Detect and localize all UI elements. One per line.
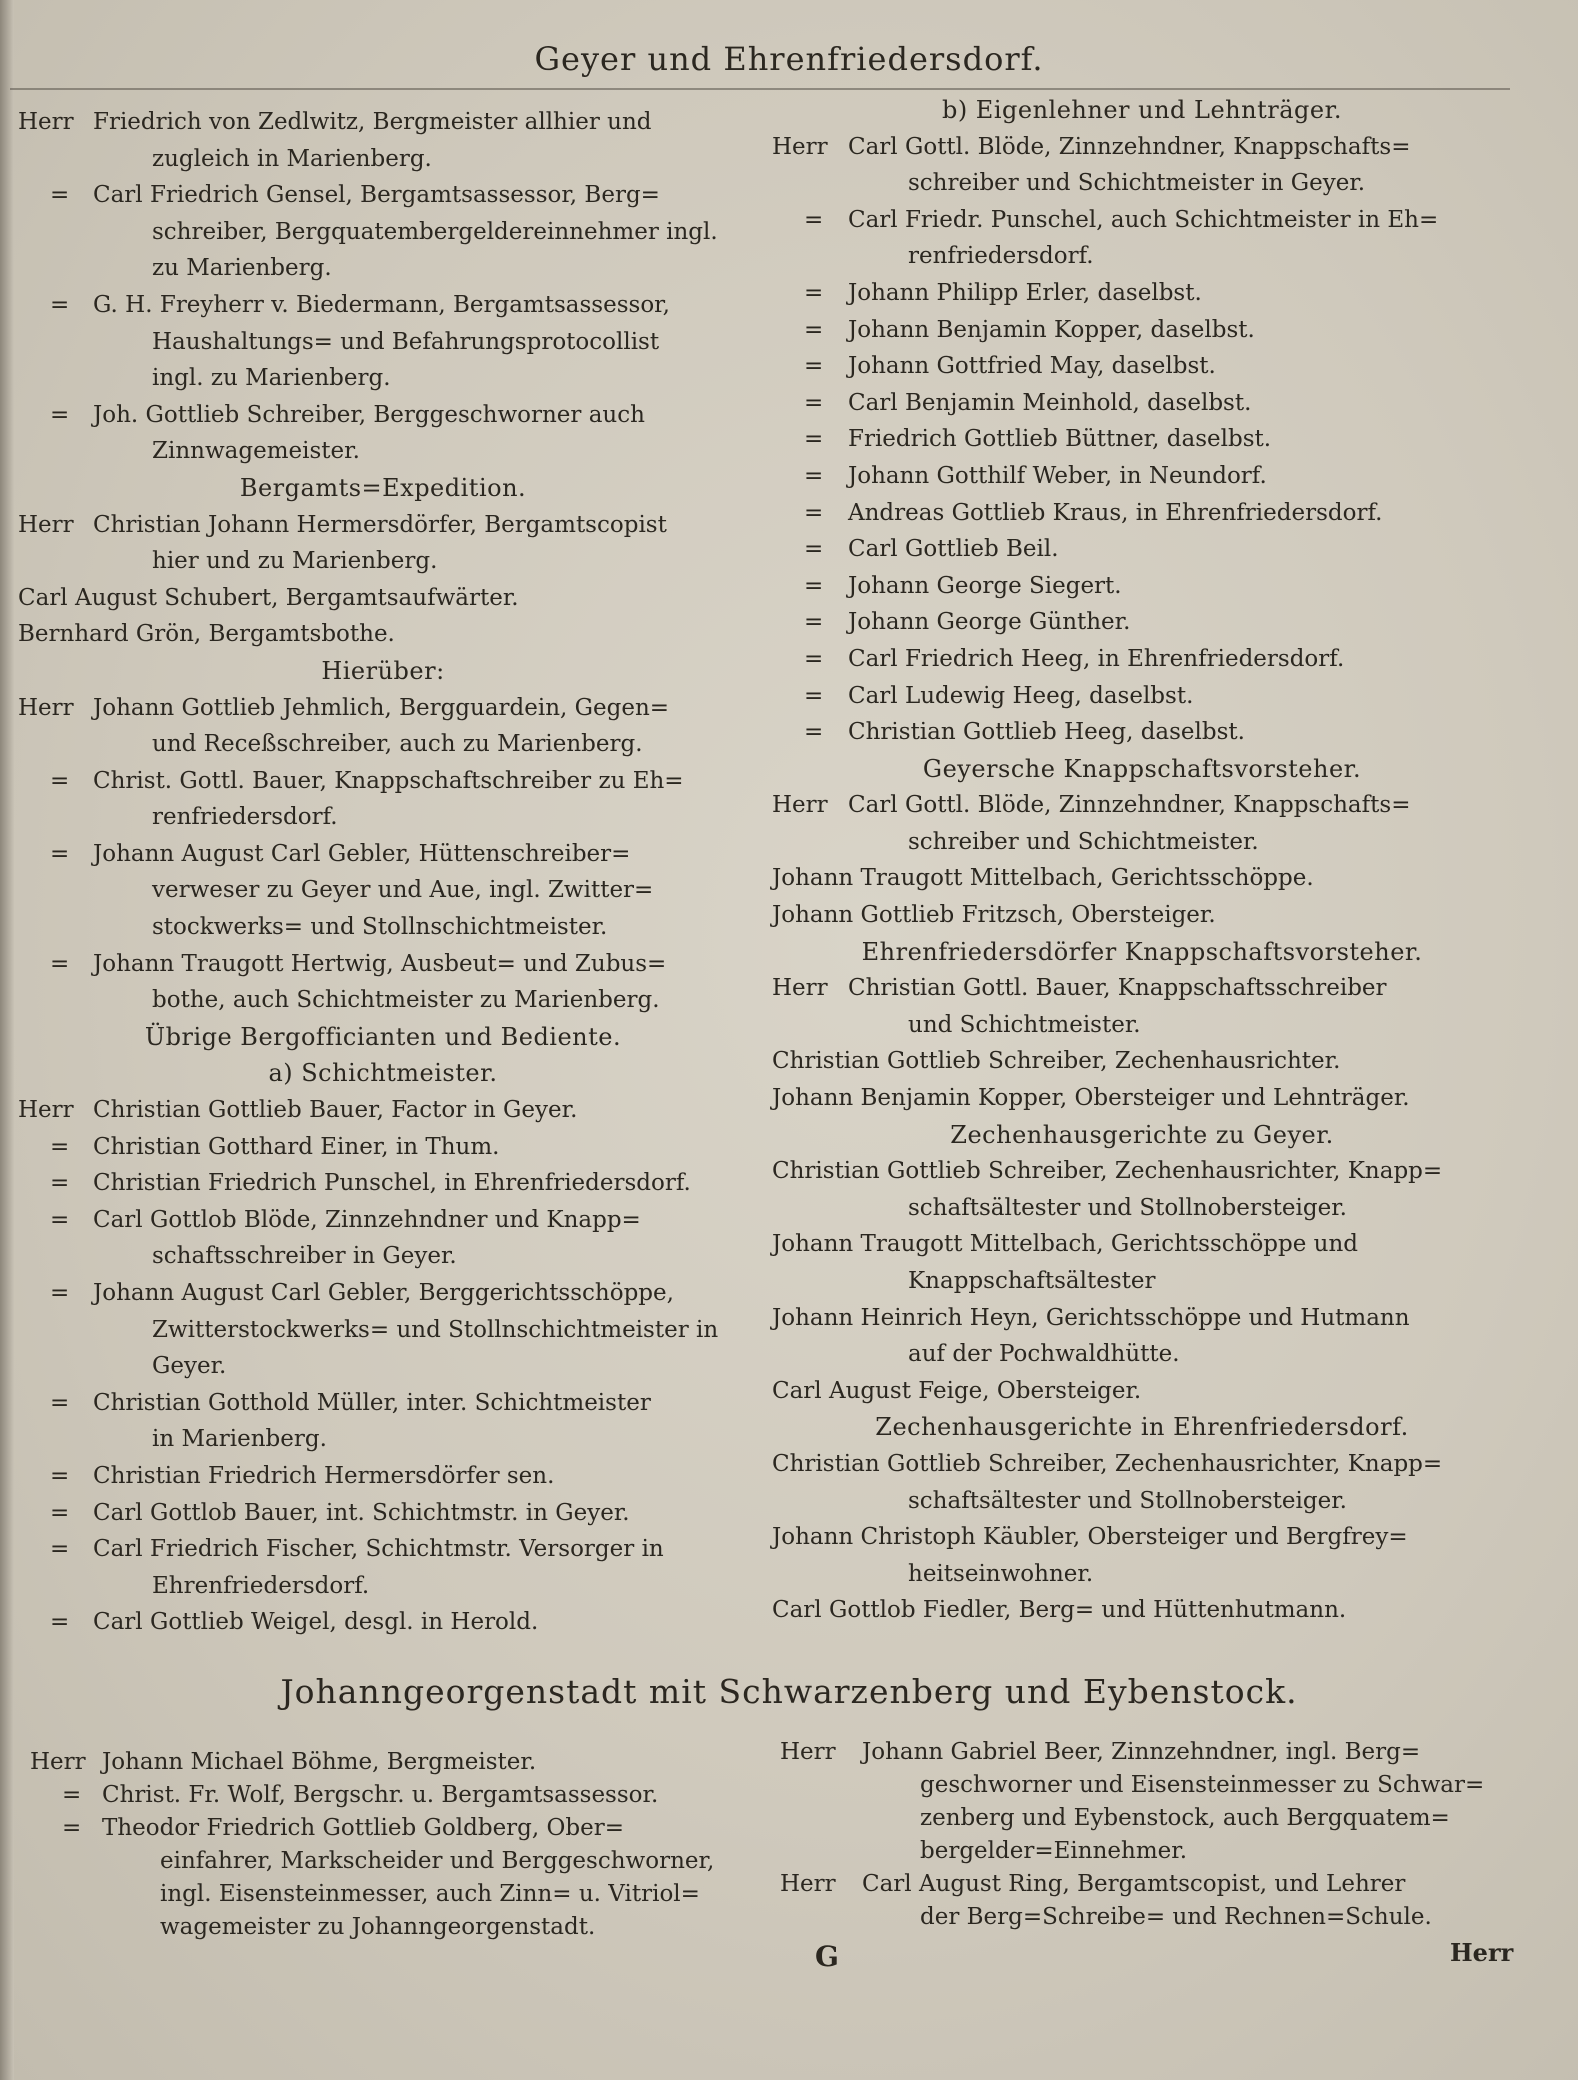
entry-line bbox=[772, 202, 1512, 239]
entry-continuation-line bbox=[780, 1802, 1510, 1835]
entry-line bbox=[772, 714, 1512, 751]
list-entry bbox=[772, 312, 1512, 349]
entry-line bbox=[772, 495, 1512, 532]
list-entry bbox=[772, 458, 1512, 495]
list-entry bbox=[18, 1092, 748, 1129]
entry-text: Christian Friedrich Punschel, in Ehrenfriedersdorf. bbox=[93, 1170, 691, 1197]
signature-mark: G bbox=[815, 1940, 839, 1973]
entry-continuation-line bbox=[18, 433, 748, 470]
entry-text: Haushaltungs= und Befahrungsprotocollist bbox=[152, 328, 660, 355]
entry-text: ingl. Eisensteinmesser, auch Zinn= u. Vitriol= bbox=[160, 1881, 700, 1907]
entry-continuation-line bbox=[780, 1835, 1510, 1868]
entry-text: Johann August Carl Gebler, Berggerichtsschöppe, bbox=[93, 1280, 674, 1306]
list-entry bbox=[780, 1868, 1510, 1934]
entry-continuation-line bbox=[18, 543, 748, 580]
section2-left-column bbox=[30, 1746, 750, 1944]
entry-text: schreiber und Schichtmeister in Geyer. bbox=[908, 170, 1366, 197]
entry-text: Carl Ludewig Heeg, daselbst. bbox=[848, 682, 1194, 709]
list-entry bbox=[772, 787, 1512, 860]
entry-text: Christ. Fr. Wolf, Bergschr. u. Bergamtsassessor. bbox=[102, 1782, 659, 1808]
section-heading: Zechenhausgerichte zu Geyer. bbox=[950, 1120, 1334, 1149]
entry-text: Johann Gottfried May, daselbst. bbox=[848, 353, 1216, 380]
entry-continuation-line bbox=[772, 165, 1512, 202]
entry-text: Johann Michael Böhme, Bergmeister. bbox=[102, 1749, 537, 1775]
entry-text: ingl. zu Marienberg. bbox=[152, 365, 391, 392]
list-entry bbox=[772, 714, 1512, 751]
entry-prefix: = bbox=[804, 353, 824, 380]
entry-line bbox=[18, 763, 748, 800]
entry-line bbox=[772, 348, 1512, 385]
entry-line bbox=[18, 616, 748, 653]
entry-line bbox=[18, 1495, 748, 1532]
entry-text: Carl Friedr. Punschel, auch Schichtmeister in Eh= bbox=[848, 206, 1439, 233]
list-entry bbox=[772, 897, 1512, 934]
entry-continuation-line bbox=[772, 1190, 1512, 1227]
entry-continuation-line bbox=[772, 1483, 1512, 1520]
entry-text: Johann Benjamin Kopper, Obersteiger und Lehnträger. bbox=[772, 1085, 1410, 1112]
entry-text: Christian Gottlieb Bauer, Factor in Geyer. bbox=[93, 1097, 578, 1124]
list-entry bbox=[18, 1275, 748, 1385]
entry-text: Johann Gabriel Beer, Zinnzehndner, ingl. Berg= bbox=[862, 1739, 1421, 1765]
entry-line bbox=[772, 787, 1512, 824]
entry-continuation-line bbox=[18, 324, 748, 361]
entry-line bbox=[772, 275, 1512, 312]
entry-line bbox=[18, 1458, 748, 1495]
entry-line bbox=[18, 580, 748, 617]
entry-line bbox=[30, 1812, 750, 1845]
left-column bbox=[18, 104, 748, 1641]
entry-prefix: = bbox=[804, 279, 824, 306]
list-entry bbox=[772, 1043, 1512, 1080]
entry-text: Geyer. bbox=[152, 1353, 227, 1380]
section-heading: Geyersche Knappschaftsvorsteher. bbox=[922, 754, 1362, 783]
entry-line bbox=[18, 397, 748, 434]
entry-prefix: = bbox=[804, 645, 824, 672]
entry-text: Christian Gottl. Bauer, Knappschaftsschreiber bbox=[848, 975, 1387, 1002]
section-heading: b) Eigenlehner und Lehnträger. bbox=[941, 96, 1343, 124]
entry-continuation-line bbox=[18, 250, 748, 287]
entry-text: G. H. Freyherr v. Biedermann, Bergamtsassessor, bbox=[93, 291, 670, 318]
list-entry bbox=[18, 104, 748, 177]
entry-prefix: Herr bbox=[18, 109, 74, 135]
entry-text: zu Marienberg. bbox=[152, 255, 332, 282]
entry-text: Carl Benjamin Meinhold, daselbst. bbox=[848, 389, 1252, 416]
entry-prefix: = bbox=[804, 609, 824, 636]
entry-line bbox=[30, 1779, 750, 1812]
right-column bbox=[772, 92, 1512, 1629]
entry-prefix: = bbox=[50, 401, 70, 428]
entry-text: Johann Traugott Hertwig, Ausbeut= und Zubus= bbox=[93, 950, 667, 977]
entry-text: Johann Heinrich Heyn, Gerichtsschöppe und Hutmann bbox=[772, 1304, 1410, 1331]
list-entry bbox=[30, 1812, 750, 1944]
entry-text: schaftsschreiber in Geyer. bbox=[152, 1243, 457, 1270]
entry-prefix: Herr bbox=[772, 133, 828, 160]
entry-prefix: Herr bbox=[18, 694, 74, 721]
entry-continuation-line bbox=[772, 1263, 1512, 1300]
entry-text: Christian Gottlieb Schreiber, Zechenhausrichter. bbox=[772, 1048, 1341, 1075]
entry-line bbox=[772, 531, 1512, 568]
entry-line bbox=[18, 1165, 748, 1202]
entry-line bbox=[18, 104, 748, 141]
entry-line bbox=[780, 1736, 1510, 1769]
entry-line bbox=[772, 129, 1512, 166]
section-heading: a) Schichtmeister. bbox=[268, 1059, 498, 1088]
entry-line bbox=[772, 1519, 1512, 1556]
entry-text: Johann Gotthilf Weber, in Neundorf. bbox=[848, 462, 1267, 489]
entry-text: Carl Gottlob Fiedler, Berg= und Hüttenhutmann. bbox=[772, 1597, 1347, 1624]
entry-line bbox=[772, 1226, 1512, 1263]
list-entry bbox=[772, 604, 1512, 641]
entry-line bbox=[772, 1446, 1512, 1483]
list-entry bbox=[18, 1202, 748, 1275]
entry-line bbox=[18, 1385, 748, 1422]
list-entry bbox=[18, 287, 748, 397]
list-entry bbox=[772, 385, 1512, 422]
list-entry bbox=[18, 397, 748, 470]
entry-text: Carl Friedrich Heeg, in Ehrenfriedersdorf. bbox=[848, 645, 1345, 672]
entry-line bbox=[772, 641, 1512, 678]
section-heading: Hierüber: bbox=[321, 656, 445, 685]
entry-text: Johann George Siegert. bbox=[848, 572, 1122, 599]
entry-prefix: = bbox=[50, 950, 70, 977]
entry-line bbox=[772, 1080, 1512, 1117]
entry-text: Joh. Gottlieb Schreiber, Berggeschworner auch bbox=[93, 401, 645, 428]
entry-text: und Schichtmeister. bbox=[908, 1011, 1141, 1038]
list-entry bbox=[772, 129, 1512, 202]
entry-continuation-line bbox=[18, 909, 748, 946]
entry-line bbox=[772, 860, 1512, 897]
list-entry bbox=[780, 1736, 1510, 1868]
entry-line bbox=[18, 1604, 748, 1641]
entry-prefix: = bbox=[804, 572, 824, 599]
entry-prefix: = bbox=[50, 1206, 70, 1233]
list-entry bbox=[772, 495, 1512, 532]
entry-continuation-line bbox=[772, 824, 1512, 861]
entry-text: Christian Gotthard Einer, in Thum. bbox=[93, 1133, 500, 1160]
entry-continuation-line bbox=[30, 1911, 750, 1944]
entry-prefix: = bbox=[50, 840, 70, 867]
entry-text: auf der Pochwaldhütte. bbox=[908, 1341, 1180, 1368]
entry-prefix: Herr bbox=[772, 792, 828, 819]
entry-continuation-line bbox=[18, 982, 748, 1019]
list-entry bbox=[772, 421, 1512, 458]
list-entry bbox=[772, 1226, 1512, 1299]
entry-text: schreiber, Bergquatembergeldereinnehmer ingl. bbox=[152, 218, 718, 245]
entry-text: verweser zu Geyer und Aue, ingl. Zwitter= bbox=[152, 877, 654, 904]
entry-continuation-line bbox=[772, 1556, 1512, 1593]
entry-text: Carl Friedrich Gensel, Bergamtsassessor, Berg= bbox=[93, 182, 660, 209]
entry-text: geschworner und Eisensteinmesser zu Schwar= bbox=[920, 1772, 1485, 1798]
entry-text: Christ. Gottl. Bauer, Knappschaftschreiber zu Eh= bbox=[93, 767, 684, 794]
entry-continuation-line bbox=[18, 1421, 748, 1458]
entry-line bbox=[772, 1592, 1512, 1629]
entry-prefix: = bbox=[804, 316, 824, 343]
entry-text: Christian Gottlieb Schreiber, Zechenhausrichter, Knapp= bbox=[772, 1158, 1443, 1185]
list-entry bbox=[772, 1080, 1512, 1117]
entry-text: hier und zu Marienberg. bbox=[152, 548, 438, 575]
list-entry bbox=[30, 1779, 750, 1812]
entry-text: Johann August Carl Gebler, Hüttenschreiber= bbox=[93, 840, 631, 867]
entry-prefix: = bbox=[50, 1462, 70, 1489]
entry-prefix: = bbox=[804, 389, 824, 416]
entry-continuation-line bbox=[780, 1769, 1510, 1802]
entry-text: Carl August Ring, Bergamtscopist, und Lehrer bbox=[862, 1871, 1406, 1897]
list-entry bbox=[772, 1300, 1512, 1373]
list-entry bbox=[772, 970, 1512, 1043]
entry-text: zenberg und Eybenstock, auch Bergquatem= bbox=[920, 1805, 1450, 1831]
list-entry bbox=[772, 678, 1512, 715]
page-edge bbox=[0, 0, 14, 2080]
entry-line bbox=[18, 177, 748, 214]
entry-line bbox=[30, 1746, 750, 1779]
entry-text: Johann Gottlieb Jehmlich, Bergguardein, Gegen= bbox=[93, 694, 670, 721]
entry-prefix: = bbox=[50, 1609, 70, 1636]
entry-line bbox=[772, 604, 1512, 641]
entry-line bbox=[18, 1275, 748, 1312]
section-heading: Ehrenfriedersdörfer Knappschaftsvorsteher. bbox=[861, 937, 1423, 966]
entry-text: Johann George Günther. bbox=[848, 609, 1131, 636]
entry-text: Ehrenfriedersdorf. bbox=[152, 1572, 370, 1599]
section-heading: Bergamts=Expedition. bbox=[239, 473, 527, 502]
section-heading: Zechenhausgerichte in Ehrenfriedersdorf. bbox=[875, 1413, 1409, 1442]
entry-text: renfriedersdorf. bbox=[152, 804, 338, 831]
entry-text: einfahrer, Markscheider und Berggeschworner, bbox=[160, 1848, 715, 1874]
entry-text: Carl Gottl. Blöde, Zinnzehndner, Knappschafts= bbox=[848, 792, 1411, 819]
entry-continuation-line bbox=[18, 799, 748, 836]
list-entry bbox=[772, 531, 1512, 568]
entry-text: Carl Gottlieb Weigel, desgl. in Herold. bbox=[93, 1609, 539, 1636]
entry-line bbox=[18, 946, 748, 983]
page-title: Geyer und Ehrenfriedersdorf. bbox=[534, 40, 1044, 78]
entry-text: Christian Gottlieb Heeg, daselbst. bbox=[848, 719, 1245, 746]
entry-continuation-line bbox=[18, 360, 748, 397]
entry-prefix: Herr bbox=[30, 1749, 86, 1775]
list-entry bbox=[772, 275, 1512, 312]
section-title: Johanngeorgenstadt mit Schwarzenberg und Eybenstock. bbox=[280, 1672, 1298, 1711]
entry-text: Carl August Schubert, Bergamtsaufwärter. bbox=[18, 584, 519, 611]
entry-text: in Marienberg. bbox=[152, 1426, 327, 1453]
entry-line bbox=[772, 1153, 1512, 1190]
entry-text: Andreas Gottlieb Kraus, in Ehrenfriedersdorf. bbox=[848, 499, 1383, 526]
entry-prefix: = bbox=[50, 1170, 70, 1197]
entry-prefix: = bbox=[50, 291, 70, 318]
entry-text: Johann Traugott Mittelbach, Gerichtsschöppe. bbox=[772, 865, 1314, 892]
header-rule bbox=[10, 88, 1510, 90]
list-entry bbox=[18, 690, 748, 763]
entry-prefix: = bbox=[804, 499, 824, 526]
entry-prefix: Herr bbox=[780, 1739, 836, 1765]
entry-text: schaftsältester und Stollnobersteiger. bbox=[908, 1487, 1347, 1514]
entry-line bbox=[18, 507, 748, 544]
entry-line bbox=[772, 970, 1512, 1007]
entry-text: Zwitterstockwerks= und Stollnschichtmeister in bbox=[152, 1316, 719, 1343]
entry-line bbox=[772, 897, 1512, 934]
list-entry bbox=[772, 1592, 1512, 1629]
entry-text: Christian Friedrich Hermersdörfer sen. bbox=[93, 1462, 555, 1489]
list-entry bbox=[772, 1519, 1512, 1592]
entry-continuation-line bbox=[18, 1312, 748, 1349]
catchword: Herr bbox=[1450, 1938, 1514, 1967]
entry-line bbox=[18, 690, 748, 727]
entry-text: stockwerks= und Stollnschichtmeister. bbox=[152, 914, 608, 941]
entry-line bbox=[18, 1129, 748, 1166]
entry-text: Friedrich von Zedlwitz, Bergmeister allhier und bbox=[93, 109, 652, 135]
entry-prefix: = bbox=[50, 767, 70, 794]
list-entry bbox=[772, 348, 1512, 385]
list-entry bbox=[772, 202, 1512, 275]
entry-continuation-line bbox=[18, 872, 748, 909]
entry-text: Christian Johann Hermersdörfer, Bergamtscopist bbox=[93, 511, 667, 538]
list-entry bbox=[18, 1165, 748, 1202]
entry-prefix: = bbox=[50, 1536, 70, 1563]
list-entry bbox=[772, 641, 1512, 678]
entry-continuation-line bbox=[18, 1238, 748, 1275]
entry-text: Johann Christoph Käubler, Obersteiger und Bergfrey= bbox=[772, 1524, 1408, 1551]
entry-continuation-line bbox=[30, 1845, 750, 1878]
entry-prefix: = bbox=[50, 1389, 70, 1416]
entry-text: schaftsältester und Stollnobersteiger. bbox=[908, 1194, 1347, 1221]
entry-prefix: = bbox=[804, 206, 824, 233]
list-entry bbox=[18, 1604, 748, 1641]
entry-text: bergelder=Einnehmer. bbox=[920, 1838, 1188, 1864]
entry-prefix: = bbox=[50, 1280, 70, 1306]
entry-continuation-line bbox=[772, 238, 1512, 275]
entry-text: Zinnwagemeister. bbox=[152, 438, 360, 465]
entry-prefix: = bbox=[804, 682, 824, 709]
entry-continuation-line bbox=[780, 1901, 1510, 1934]
entry-prefix: = bbox=[50, 182, 70, 209]
list-entry bbox=[18, 616, 748, 653]
entry-line bbox=[18, 1092, 748, 1129]
entry-prefix: = bbox=[62, 1815, 82, 1841]
entry-text: wagemeister zu Johanngeorgenstadt. bbox=[160, 1914, 596, 1940]
entry-line bbox=[18, 287, 748, 324]
entry-continuation-line bbox=[772, 1336, 1512, 1373]
entry-text: Knappschaftsältester bbox=[908, 1268, 1156, 1294]
entry-prefix: = bbox=[804, 536, 824, 563]
entry-text: schreiber und Schichtmeister. bbox=[908, 828, 1259, 855]
entry-text: Carl Gottlob Blöde, Zinnzehndner und Knapp= bbox=[93, 1206, 641, 1233]
list-entry bbox=[18, 946, 748, 1019]
entry-prefix: = bbox=[50, 1499, 70, 1526]
entry-prefix: = bbox=[804, 719, 824, 746]
entry-line bbox=[772, 312, 1512, 349]
entry-prefix: = bbox=[62, 1782, 82, 1808]
entry-continuation-line bbox=[30, 1878, 750, 1911]
entry-line bbox=[780, 1868, 1510, 1901]
entry-text: und Receßschreiber, auch zu Marienberg. bbox=[152, 731, 643, 758]
entry-line bbox=[772, 1300, 1512, 1337]
entry-text: Johann Philipp Erler, daselbst. bbox=[848, 279, 1202, 306]
section2-right-column bbox=[780, 1736, 1510, 1934]
entry-text: Johann Gottlieb Fritzsch, Obersteiger. bbox=[772, 902, 1216, 929]
entry-text: renfriedersdorf. bbox=[908, 243, 1094, 270]
entry-continuation-line bbox=[18, 1348, 748, 1385]
entry-text: Carl Gottlieb Beil. bbox=[848, 536, 1059, 563]
list-entry bbox=[772, 568, 1512, 605]
entry-prefix: = bbox=[50, 1133, 70, 1160]
entry-continuation-line bbox=[18, 1568, 748, 1605]
list-entry bbox=[18, 1531, 748, 1604]
entry-line bbox=[772, 458, 1512, 495]
entry-line bbox=[772, 568, 1512, 605]
entry-text: der Berg=Schreibe= und Rechnen=Schule. bbox=[920, 1904, 1432, 1930]
entry-prefix: = bbox=[804, 426, 824, 453]
list-entry bbox=[18, 1385, 748, 1458]
entry-text: Christian Gotthold Müller, inter. Schichtmeister bbox=[93, 1389, 651, 1416]
entry-prefix: Herr bbox=[18, 1097, 74, 1124]
entry-prefix: Herr bbox=[780, 1871, 836, 1897]
entry-text: Theodor Friedrich Gottlieb Goldberg, Ober= bbox=[102, 1815, 624, 1841]
list-entry bbox=[772, 1373, 1512, 1410]
list-entry bbox=[18, 1129, 748, 1166]
entry-prefix: Herr bbox=[772, 975, 828, 1002]
entry-text: heitseinwohner. bbox=[908, 1560, 1094, 1587]
entry-text: Carl Friedrich Fischer, Schichtmstr. Versorger in bbox=[93, 1536, 664, 1563]
entry-line bbox=[772, 678, 1512, 715]
entry-line bbox=[18, 836, 748, 873]
entry-continuation-line bbox=[772, 1007, 1512, 1044]
entry-continuation-line bbox=[18, 726, 748, 763]
entry-prefix: = bbox=[804, 462, 824, 489]
list-entry bbox=[18, 763, 748, 836]
entry-text: Carl August Feige, Obersteiger. bbox=[772, 1377, 1142, 1404]
entry-text: Carl Gottlob Bauer, int. Schichtmstr. in Geyer. bbox=[93, 1499, 630, 1526]
list-entry bbox=[18, 1458, 748, 1495]
list-entry bbox=[772, 1153, 1512, 1226]
entry-text: zugleich in Marienberg. bbox=[152, 145, 432, 172]
entry-text: Johann Benjamin Kopper, daselbst. bbox=[848, 316, 1255, 343]
entry-line bbox=[772, 1373, 1512, 1410]
section-heading: Übrige Bergofficianten und Bediente. bbox=[144, 1022, 622, 1051]
entry-prefix: Herr bbox=[18, 511, 74, 538]
entry-text: Carl Gottl. Blöde, Zinnzehndner, Knappschafts= bbox=[848, 133, 1411, 160]
entry-text: Christian Gottlieb Schreiber, Zechenhausrichter, Knapp= bbox=[772, 1450, 1443, 1477]
entry-line bbox=[772, 421, 1512, 458]
list-entry bbox=[18, 836, 748, 946]
entry-text: Bernhard Grön, Bergamtsbothe. bbox=[18, 621, 395, 648]
list-entry bbox=[18, 177, 748, 287]
list-entry bbox=[18, 507, 748, 580]
list-entry bbox=[772, 1446, 1512, 1519]
list-entry bbox=[18, 1495, 748, 1532]
list-entry bbox=[30, 1746, 750, 1779]
entry-line bbox=[772, 1043, 1512, 1080]
entry-line bbox=[18, 1531, 748, 1568]
list-entry bbox=[18, 580, 748, 617]
list-entry bbox=[772, 860, 1512, 897]
entry-text: Johann Traugott Mittelbach, Gerichtsschöppe und bbox=[772, 1231, 1359, 1258]
entry-continuation-line bbox=[18, 141, 748, 178]
entry-line bbox=[772, 385, 1512, 422]
entry-line bbox=[18, 1202, 748, 1239]
entry-text: Friedrich Gottlieb Büttner, daselbst. bbox=[848, 426, 1272, 453]
entry-continuation-line bbox=[18, 214, 748, 251]
entry-text: bothe, auch Schichtmeister zu Marienberg. bbox=[152, 987, 660, 1014]
